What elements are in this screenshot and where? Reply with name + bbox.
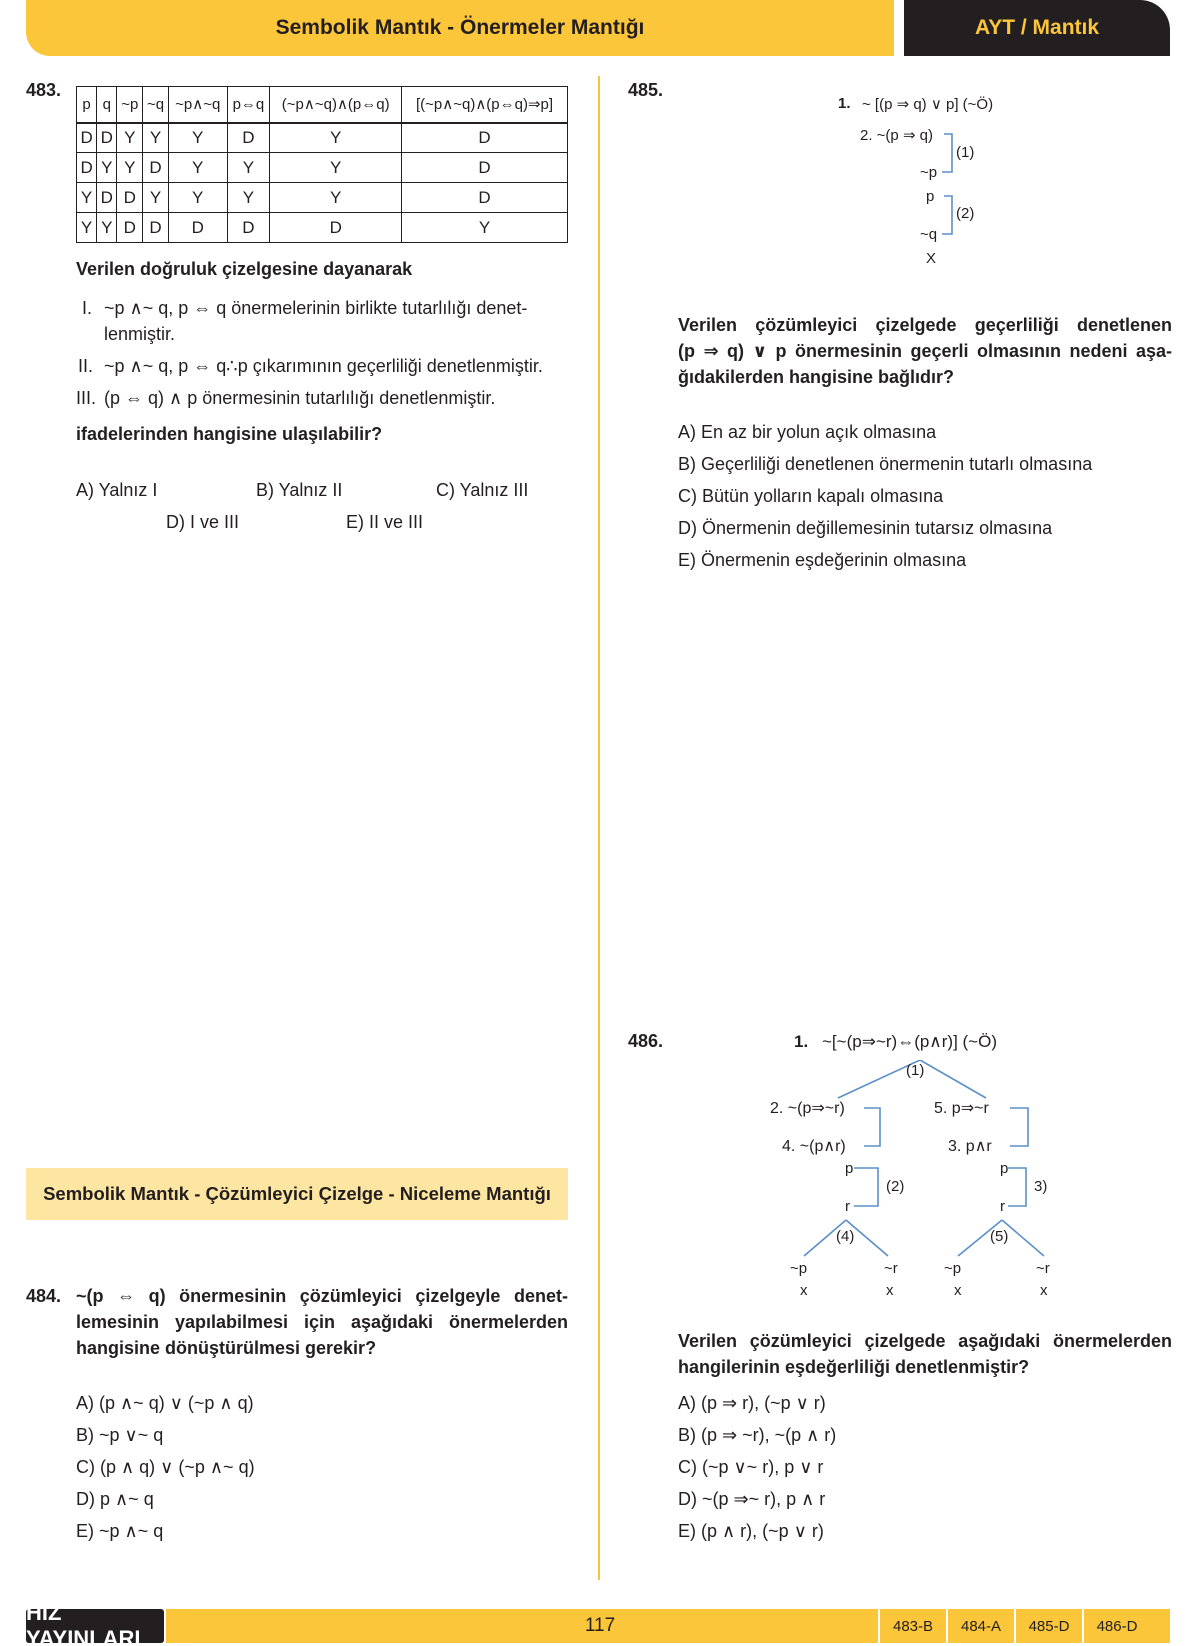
q483-stem: Verilen doğruluk çizelgesine dayanarak — [76, 259, 413, 279]
tree-node: ~p — [790, 1260, 808, 1277]
tree-brackets — [930, 130, 960, 242]
table-cell: Y — [97, 153, 117, 183]
table-row — [77, 123, 568, 153]
q485-question-line: Verilen çözümleyici çizelgede geçerliliği denetlenen — [678, 315, 1172, 335]
table-header-cell: [(~p∧~q)∧(p⇔q)⇒p] — [402, 87, 568, 123]
tree-node: 5. p⇒~r — [934, 1100, 989, 1117]
table-cell: Y — [227, 153, 270, 183]
tree-close-mark: x — [1040, 1282, 1048, 1299]
table-cell: D — [77, 153, 97, 183]
tree-rule-ref: (1) — [906, 1062, 925, 1079]
option-e[interactable]: E) II ve III — [346, 512, 424, 532]
option-b[interactable]: B) ~p ∨~ q — [76, 1425, 164, 1445]
tree-node: p — [845, 1160, 854, 1177]
q483-item-text: ~p ∧~ q, p ⇔ q∴p çıkarımının geçerliliği denetlenmiştir. — [104, 356, 543, 376]
q484-question-line: hangisine dönüştürülmesi gerekir? — [76, 1338, 377, 1358]
tree-rule-ref: (5) — [990, 1228, 1009, 1245]
option-d[interactable]: D) I ve III — [166, 512, 240, 532]
answer-key-item: 485-D — [1014, 1609, 1082, 1643]
table-cell: Y — [270, 123, 402, 153]
tree-rule-ref: (2) — [956, 205, 975, 222]
tree-close-mark: x — [886, 1282, 894, 1299]
table-cell: Y — [227, 183, 270, 213]
q483-item-label: III. — [76, 388, 97, 408]
option-e[interactable]: E) Önermenin eşdeğerinin olmasına — [678, 550, 967, 570]
table-cell: Y — [143, 183, 169, 213]
q483-truth-table — [76, 86, 568, 243]
table-cell: D — [117, 213, 143, 243]
table-cell: Y — [270, 153, 402, 183]
section-title: Sembolik Mantık - Çözümleyici Çizelge - Niceleme Mantığı — [26, 1168, 568, 1220]
page-number: 117 — [584, 1615, 616, 1636]
q485-question-line: ğıdakilerden hangisine bağlıdır? — [678, 367, 955, 387]
table-header-cell: q — [97, 87, 117, 123]
header-tag: AYT / Mantık — [904, 0, 1170, 56]
table-cell: D — [77, 123, 97, 153]
tree-line-number: 1. — [794, 1032, 809, 1051]
q484-question-line: lemesinin yapılabilmesi için aşağıdaki önermelerden — [76, 1312, 568, 1332]
option-b[interactable]: B) Yalnız II — [256, 480, 343, 500]
table-cell: Y — [168, 153, 227, 183]
table-cell: D — [143, 213, 169, 243]
table-cell: Y — [270, 183, 402, 213]
table-cell: Y — [77, 183, 97, 213]
tree-node: ~r — [1036, 1260, 1050, 1277]
tree-close-mark: x — [800, 1282, 808, 1299]
answer-key-item: 484-A — [946, 1609, 1014, 1643]
tree-node: 3. p∧r — [948, 1138, 992, 1155]
table-cell: Y — [168, 123, 227, 153]
table-row — [77, 183, 568, 213]
option-a[interactable]: A) Yalnız I — [76, 480, 158, 500]
q483-number: 483. — [26, 80, 62, 100]
table-cell: Y — [143, 123, 169, 153]
tree-node: 4. ~(p∧r) — [782, 1138, 846, 1155]
table-header-cell: (~p∧~q)∧(p⇔q) — [270, 87, 402, 123]
option-c[interactable]: C) Yalnız III — [436, 480, 529, 500]
option-d[interactable]: D) ~(p ⇒~ r), p ∧ r — [678, 1489, 826, 1509]
header-title: Sembolik Mantık - Önermeler Mantığı — [26, 0, 894, 56]
table-header-cell: ~q — [143, 87, 169, 123]
tree-node: p — [926, 188, 935, 205]
table-row — [77, 213, 568, 243]
option-a[interactable]: A) En az bir yolun açık olmasına — [678, 422, 937, 442]
table-cell: D — [402, 183, 568, 213]
q483-item-text: ~p ∧~ q, p ⇔ q önermelerinin birlikte tutarlılığı denet- — [104, 298, 528, 318]
tree-node: r — [1000, 1198, 1005, 1215]
q483-question: ifadelerinden hangisine ulaşılabilir? — [76, 424, 383, 444]
option-c[interactable]: C) (~p ∨~ r), p ∨ r — [678, 1457, 824, 1477]
table-cell: Y — [77, 213, 97, 243]
table-cell: Y — [117, 153, 143, 183]
q486-tree-lines — [760, 1060, 1090, 1280]
table-cell: Y — [97, 213, 117, 243]
q486-question-line: Verilen çözümleyici çizelgede aşağıdaki önermelerden — [678, 1331, 1172, 1351]
table-header-cell: ~p∧~q — [168, 87, 227, 123]
table-header-cell: ~p — [117, 87, 143, 123]
table-cell: Y — [168, 183, 227, 213]
q486-question-line: hangilerinin eşdeğerliliği denetlenmiştir? — [678, 1357, 1030, 1377]
tree-rule-ref: (1) — [956, 144, 975, 161]
answer-key-item: 486-D — [1082, 1609, 1150, 1643]
tree-node: ~p — [920, 164, 938, 181]
table-cell: D — [402, 123, 568, 153]
tree-node: ~[~(p⇒~r)⇔(p∧r)] (~Ö) — [822, 1032, 997, 1051]
tree-node: ~r — [884, 1260, 898, 1277]
tree-close-mark: X — [926, 250, 937, 267]
tree-rule-ref: 3) — [1034, 1178, 1048, 1195]
table-cell: D — [402, 153, 568, 183]
tree-rule-ref: (2) — [886, 1178, 905, 1195]
q484-number: 484. — [26, 1286, 62, 1306]
tree-node: p — [1000, 1160, 1009, 1177]
option-e[interactable]: E) (p ∧ r), (~p ∨ r) — [678, 1521, 824, 1541]
option-a[interactable]: A) (p ⇒ r), (~p ∨ r) — [678, 1393, 826, 1413]
table-header-cell: p⇔q — [227, 87, 270, 123]
column-divider — [598, 76, 600, 1580]
table-row — [77, 153, 568, 183]
option-c[interactable]: C) (p ∧ q) ∨ (~p ∧~ q) — [76, 1457, 255, 1477]
table-cell: D — [117, 183, 143, 213]
tree-node: ~q — [920, 226, 938, 243]
tree-node: ~p — [944, 1260, 962, 1277]
tree-node: ~ [(p ⇒ q) ∨ p] (~Ö) — [862, 96, 994, 113]
q483-item-label: II. — [78, 356, 94, 376]
tree-node: 2. ~(p⇒~r) — [770, 1100, 845, 1117]
table-cell: Y — [117, 123, 143, 153]
table-cell: Y — [402, 213, 568, 243]
option-b[interactable]: B) (p ⇒ ~r), ~(p ∧ r) — [678, 1425, 837, 1445]
table-cell: D — [270, 213, 402, 243]
table-header-row — [77, 87, 568, 123]
table-cell: D — [143, 153, 169, 183]
q483-item-text: lenmiştir. — [104, 324, 176, 344]
q483-item-label: I. — [82, 298, 93, 318]
q484-question-line: ~(p ⇔ q) önermesinin çözümleyici çizelgeyle denet- — [76, 1286, 568, 1306]
table-cell: D — [168, 213, 227, 243]
option-c[interactable]: C) Bütün yolların kapalı olmasına — [678, 486, 944, 506]
tree-line-number: 1. — [838, 95, 851, 112]
table-cell: D — [97, 183, 117, 213]
q485-number: 485. — [628, 80, 664, 100]
option-e[interactable]: E) ~p ∧~ q — [76, 1521, 164, 1541]
table-cell: D — [227, 123, 270, 153]
tree-rule-ref: (4) — [836, 1228, 855, 1245]
tree-close-mark: x — [954, 1282, 962, 1299]
answer-key-item: 483-B — [878, 1609, 946, 1643]
table-header-cell: p — [77, 87, 97, 123]
option-d[interactable]: D) p ∧~ q — [76, 1489, 154, 1509]
publisher-logo: HIZ YAYINLARI — [26, 1609, 164, 1643]
option-a[interactable]: A) (p ∧~ q) ∨ (~p ∧ q) — [76, 1393, 254, 1413]
option-b[interactable]: B) Geçerliliği denetlenen önermenin tutarlı olmasına — [678, 454, 1093, 474]
table-cell: D — [97, 123, 117, 153]
tree-node: 2. ~(p ⇒ q) — [860, 127, 934, 144]
q483-item-text: (p ⇔ q) ∧ p önermesinin tutarlılığı denetlenmiştir. — [104, 388, 496, 408]
table-cell: D — [227, 213, 270, 243]
option-d[interactable]: D) Önermenin değillemesinin tutarsız olmasına — [678, 518, 1053, 538]
q486-number: 486. — [628, 1031, 664, 1051]
tree-node: r — [845, 1198, 850, 1215]
q485-question-line: (p ⇒ q) ∨ p önermesinin geçerli olmasının nedeni aşa- — [678, 341, 1172, 361]
